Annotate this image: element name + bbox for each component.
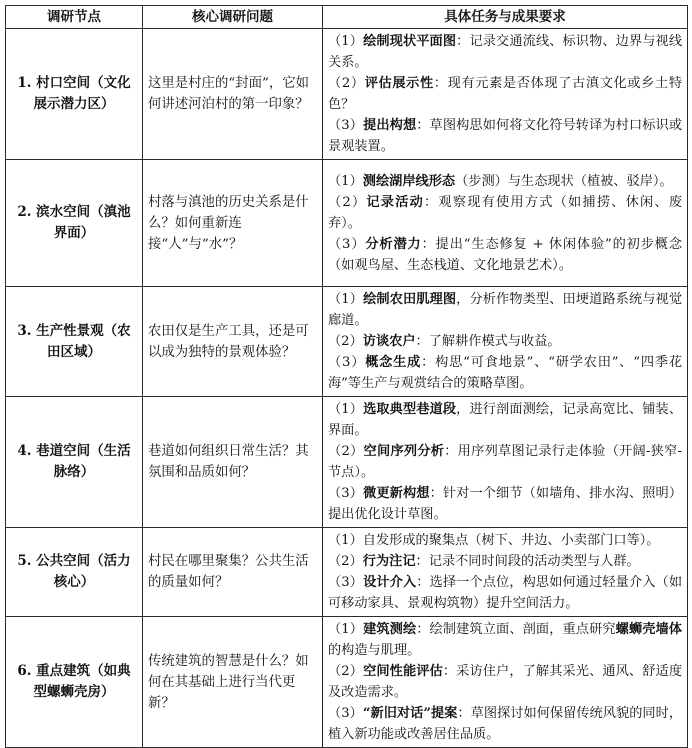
- survey-node: 1. 村口空间（文化展示潜力区）: [6, 29, 143, 160]
- task-list: [323, 160, 688, 287]
- survey-node: 2. 滨水空间（滇池界面）: [6, 160, 143, 287]
- task-keyword: 访谈农户: [362, 334, 416, 349]
- table-row: [6, 287, 688, 397]
- task-keyword: 提出构想: [363, 118, 417, 133]
- task-keyword: 分析潜力: [365, 236, 422, 252]
- task-keyword: 微更新构想: [363, 486, 430, 501]
- task-keyword: 绘制现状平面图: [363, 34, 457, 49]
- task-item: （1）建筑测绘：绘制建筑立面、剖面，重点研究螺蛳壳墙体的构造与肌理。: [328, 622, 683, 658]
- core-question: 传统建筑的智慧是什么？如何在其基础上进行当代更新？: [143, 617, 323, 748]
- task-item: （1）测绘湖岸线形态（步测）与生态现状（植被、驳岸）。: [328, 173, 673, 189]
- task-item: （1）自发形成的聚集点（树下、井边、小卖部门口等）。: [328, 533, 660, 548]
- table-header-row: [6, 6, 688, 29]
- table-row: [6, 528, 688, 617]
- core-question: 村民在哪里聚集？公共生活的质量如何？: [143, 528, 323, 617]
- task-item: （3）“新旧对话”提案：草图探讨如何保留传统风貌的同时，植入新功能或改善居住品质。: [328, 706, 683, 742]
- header-node: 调研节点: [6, 6, 143, 29]
- core-question: 村落与滇池的历史关系是什么？如何重新连接“人”与“水”？: [143, 160, 323, 287]
- task-list: [323, 528, 688, 617]
- task-keyword: 绘制农田肌理图: [363, 292, 457, 307]
- task-keyword: “新旧对话”提案: [362, 706, 458, 721]
- core-question: 这里是村庄的“封面”，它如何讲述河泊村的第一印象？: [143, 29, 323, 160]
- core-question: 农田仅是生产工具，还是可以成为独特的景观体验？: [143, 287, 323, 397]
- task-item: （1）选取典型巷道段，进行剖面测绘，记录高宽比、铺装、界面。: [328, 402, 683, 438]
- header-tasks: 具体任务与成果要求: [323, 6, 688, 29]
- task-keyword: 评估展示性: [364, 76, 434, 91]
- task-item: （3）设计介入：选择一个点位，构思如何通过轻量介入（如可移动家具、景观构筑物）提升空间活力。: [328, 575, 683, 611]
- table-row: [6, 617, 688, 748]
- survey-table: [5, 5, 688, 748]
- table-row: [6, 397, 688, 528]
- survey-node: 6. 重点建筑（如典型螺蛳壳房）: [6, 617, 143, 748]
- task-item: （2）空间性能评估：采访住户，了解其采光、通风、舒适度及改造需求。: [328, 664, 683, 700]
- task-list: [323, 287, 688, 397]
- task-item: （2）行为注记：记录不同时间段的活动类型与人群。: [328, 554, 640, 569]
- task-keyword: 空间序列分析: [363, 444, 445, 459]
- task-keyword: 设计介入: [363, 575, 417, 590]
- table-row: [6, 29, 688, 160]
- task-item: （3）微更新构想：针对一个细节（如墙角、排水沟、照明）提出优化设计草图。: [328, 486, 683, 522]
- task-keyword: 空间性能评估: [363, 664, 443, 679]
- task-list: [323, 397, 688, 528]
- task-item: （1）绘制农田肌理图，分析作物类型、田埂道路系统与视觉廊道。: [328, 292, 683, 328]
- task-item: （2）记录活动：观察现有使用方式（如捕捞、休闲、废弃）。: [328, 194, 683, 231]
- task-item: （3）概念生成：构思“可食地景”、“研学农田”、“四季花海”等生产与观赏结合的策略草图。: [328, 355, 683, 391]
- task-keyword: 选取典型巷道段: [363, 402, 457, 417]
- task-item: （3）提出构想：草图构思如何将文化符号转译为村口标识或景观装置。: [328, 118, 683, 154]
- core-question: 巷道如何组织日常生活？其氛围和品质如何？: [143, 397, 323, 528]
- task-item: （1）绘制现状平面图：记录交通流线、标识物、边界与视线关系。: [328, 34, 683, 70]
- survey-node: 4. 巷道空间（生活脉络）: [6, 397, 143, 528]
- task-keyword: 螺蛳壳墙体: [615, 622, 683, 637]
- task-item: （3）分析潜力：提出“生态修复 + 休闲体验”的初步概念（如观鸟屋、生态栈道、文化地景艺术）。: [328, 236, 683, 273]
- task-item: （2）空间序列分析：用序列草图记录行走体验（开阔-狭窄-节点）。: [328, 444, 682, 480]
- table-row: [6, 160, 688, 287]
- survey-node: 5. 公共空间（活力核心）: [6, 528, 143, 617]
- task-list: [323, 617, 688, 748]
- task-keyword: 记录活动: [366, 194, 425, 210]
- task-keyword: 建筑测绘: [363, 622, 417, 637]
- header-question: 核心调研问题: [143, 6, 323, 29]
- task-keyword: 测绘湖岸线形态: [362, 173, 456, 189]
- survey-node: 3. 生产性景观（农田区域）: [6, 287, 143, 397]
- task-item: （2）访谈农户：了解耕作模式与收益。: [328, 334, 561, 349]
- task-keyword: 概念生成: [365, 355, 422, 370]
- task-list: [323, 29, 688, 160]
- task-keyword: 行为注记: [362, 554, 416, 569]
- task-item: （2）评估展示性：现有元素是否体现了古滇文化或乡土特色？: [328, 76, 683, 112]
